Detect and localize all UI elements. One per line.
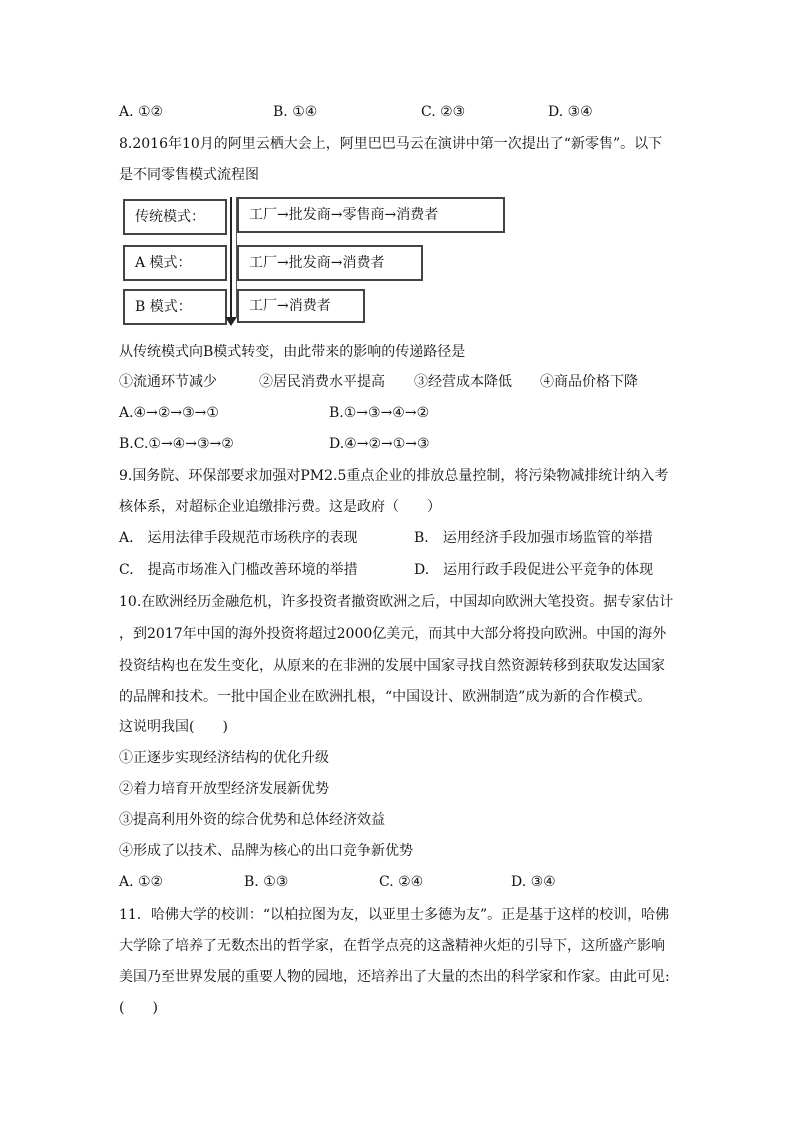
q8-item-3: ③经营成本降低 xyxy=(414,374,512,390)
flow-mode-a: 工厂→批发商→消费者 xyxy=(237,245,423,281)
q10-line5: 这说明我国( ) xyxy=(119,719,228,735)
q10-line3: 投资结构也在发生变化，从原来的在非洲的发展中国家寻找自然资源转移到获取发达国家 xyxy=(119,658,665,674)
q10-line1: 10.在欧洲经历金融危机，许多投资者撤资欧洲之后，中国却向欧洲大笔投资。据专家估计 xyxy=(119,594,674,610)
flow-traditional: 工厂→批发商→零售商→消费者 xyxy=(237,197,505,233)
q8-stem-line2: 是不同零售模式流程图 xyxy=(119,167,259,183)
q8-option-a: A.④→②→③→① xyxy=(119,405,219,421)
q8-option-c: B.C.①→④→③→② xyxy=(119,436,234,452)
q9-stem-line2: 核体系，对超标企业追缴排污费。这是政府（ ） xyxy=(119,499,441,515)
q8-option-d: D.④→②→①→③ xyxy=(329,436,430,452)
flow-arrow-line xyxy=(230,197,232,321)
label-mode-a: A 模式： xyxy=(123,245,227,281)
q11-line4: ( ) xyxy=(119,1000,158,1016)
q8-option-b: B.①→③→④→② xyxy=(329,405,430,421)
q10-option-c: C. ②④ xyxy=(379,874,424,890)
q11-line2: 大学除了培养了无数杰出的哲学家，在哲学点亮的这盏精神火炬的引导下，这所盛产影响 xyxy=(119,938,665,954)
flow-mode-b: 工厂→消费者 xyxy=(237,289,365,323)
q10-item-1: ①正逐步实现经济结构的优化升级 xyxy=(119,750,329,766)
q10-line2: ，到2017年中国的海外投资将超过2000亿美元，而其中大部分将投向欧洲。中国的海外 xyxy=(119,626,667,642)
q9-option-c: C. 提高市场准入门槛改善环境的举措 xyxy=(119,562,358,578)
q7-option-a: A. ①② xyxy=(119,104,164,120)
q8-stem-line1: 8.2016年10月的阿里云栖大会上，阿里巴巴马云在演讲中第一次提出了“新零售”。以下 xyxy=(119,136,663,152)
q9-option-b: B. 运用经济手段加强市场监管的举措 xyxy=(414,530,653,546)
q8-item-4: ④商品价格下降 xyxy=(540,374,638,390)
q10-option-b: B. ①③ xyxy=(244,874,289,890)
q9-option-d: D. 运用行政手段促进公平竞争的体现 xyxy=(414,562,654,578)
label-mode-b: B 模式： xyxy=(123,289,227,325)
q7-option-c: C. ②③ xyxy=(421,104,466,120)
label-traditional-mode: 传统模式： xyxy=(123,199,227,235)
q10-option-a: A. ①② xyxy=(119,874,164,890)
q10-item-4: ④形成了以技术、品牌为核心的出口竞争新优势 xyxy=(119,843,413,859)
q7-option-b: B. ①④ xyxy=(273,104,318,120)
q7-option-d: D. ③④ xyxy=(548,104,593,120)
retail-mode-flow-diagram xyxy=(119,193,509,331)
q10-item-2: ②着力培育开放型经济发展新优势 xyxy=(119,781,329,797)
q10-item-3: ③提高利用外资的综合优势和总体经济效益 xyxy=(119,812,385,828)
q9-stem-line1: 9.国务院、环保部要求加强对PM2.5重点企业的排放总量控制，将污染物减排统计纳入考 xyxy=(119,468,669,484)
q8-question: 从传统模式向B模式转变，由此带来的影响的传递路径是 xyxy=(119,344,466,360)
down-arrow-icon xyxy=(225,317,237,326)
q9-option-a: A. 运用法律手段规范市场秩序的表现 xyxy=(119,530,358,546)
q10-option-d: D. ③④ xyxy=(511,874,556,890)
q8-item-2: ②居民消费水平提高 xyxy=(259,374,385,390)
q8-item-1: ①流通环节减少 xyxy=(119,374,217,390)
q11-line1: 11．哈佛大学的校训：“以柏拉图为友，以亚里士多德为友”。正是基于这样的校训，哈佛 xyxy=(119,907,670,923)
q11-line3: 美国乃至世界发展的重要人物的园地，还培养出了大量的杰出的科学家和作家。由此可见: xyxy=(119,969,670,985)
q10-line4: 的品牌和技术。一批中国企业在欧洲扎根，“中国设计、欧洲制造”成为新的合作模式。 xyxy=(119,689,652,705)
